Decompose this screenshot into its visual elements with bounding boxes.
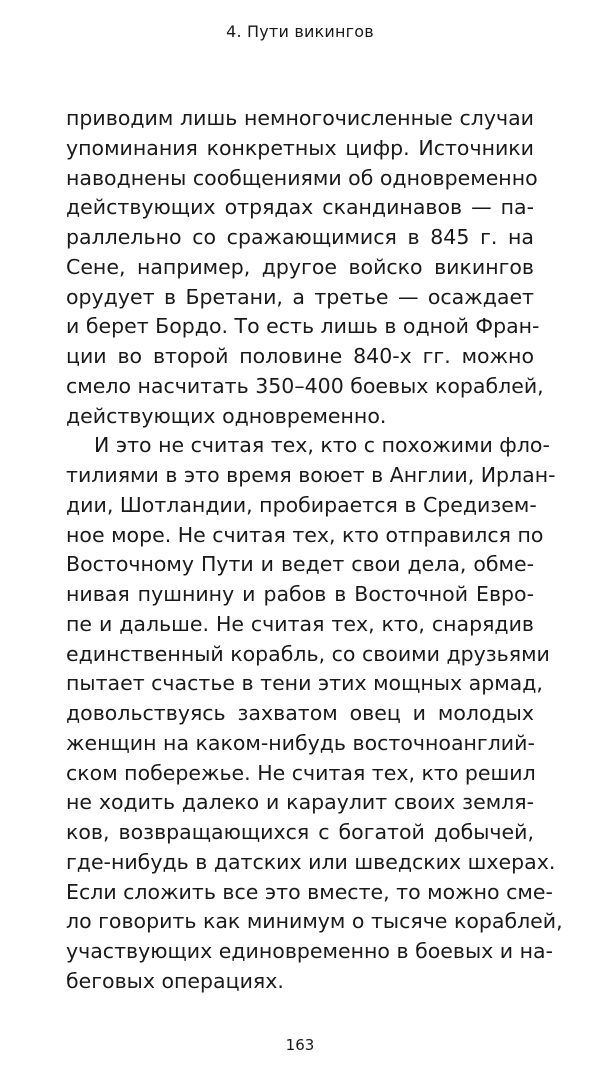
text-line: участвующих единовременно в боевых и на- [66,939,553,963]
text-line: тилиями в это время воюет в Англии, Ирлан- [66,463,556,487]
paragraph-2 [66,431,563,996]
text-line: единственный корабль, со своими друзьями [66,641,550,666]
text-line: беговых операциях. [66,968,284,993]
text-line: упоминания конкретных цифр. Источники [66,135,534,160]
running-header: 4. Пути викингов [226,22,374,41]
body-text [66,104,563,997]
text-line: смело насчитать 350–400 боевых кораблей, [66,373,544,398]
page-number: 163 [285,1036,315,1054]
paragraph-1 [66,104,544,431]
text-line: ков, возвращающихся с богатой добычей, [66,820,534,844]
text-line: ском побережье. Не считая тех, кто решил [66,760,536,785]
text-line: Восточному Пути и ведет свои дела, обме- [66,552,534,577]
text-line: пытает счастье в тени этих мощных армад, [66,671,543,696]
text-line: довольствуясь захватом овец и молодых [66,701,534,725]
text-line: ное море. Не считая тех, кто отправился по [66,522,544,547]
text-line: Сене, например, другое войско викингов [66,254,534,279]
text-line: нивая пушнину и рабов в Восточной Евро- [66,582,534,606]
text-line: пе и дальше. Не считая тех, кто, снарядив [66,611,534,636]
text-line: действующих одновременно. [66,403,387,428]
text-line: женщин на каком-нибудь восточноанглий- [66,730,535,755]
text-line: И это не считая тех, кто с похожими фло- [94,433,550,458]
text-line: и берет Бордо. То есть лишь в одной Фран- [66,314,540,339]
text-line: наводнены сообщениями об одновременно [66,165,538,190]
text-line: приводим лишь немногочисленные случаи [66,106,534,130]
text-line: действующих отрядах скандинавов — па- [66,195,534,220]
text-line: ло говорить как минимум о тысяче кораблей, [66,909,563,934]
text-line: не ходить далеко и караулит своих земля- [66,790,534,815]
text-line: Если сложить все это вместе, то можно сме- [66,879,553,904]
text-line: дии, Шотландии, пробирается в Средизем- [66,492,537,517]
text-line: раллельно со сражающимися в 845 г. на [66,225,534,249]
text-line: орудует в Бретани, а третье — осаждает [66,284,534,309]
text-line: ции во второй половине 840-х гг. можно [66,344,534,368]
text-line: где-нибудь в датских или шведских шхерах. [66,849,556,874]
